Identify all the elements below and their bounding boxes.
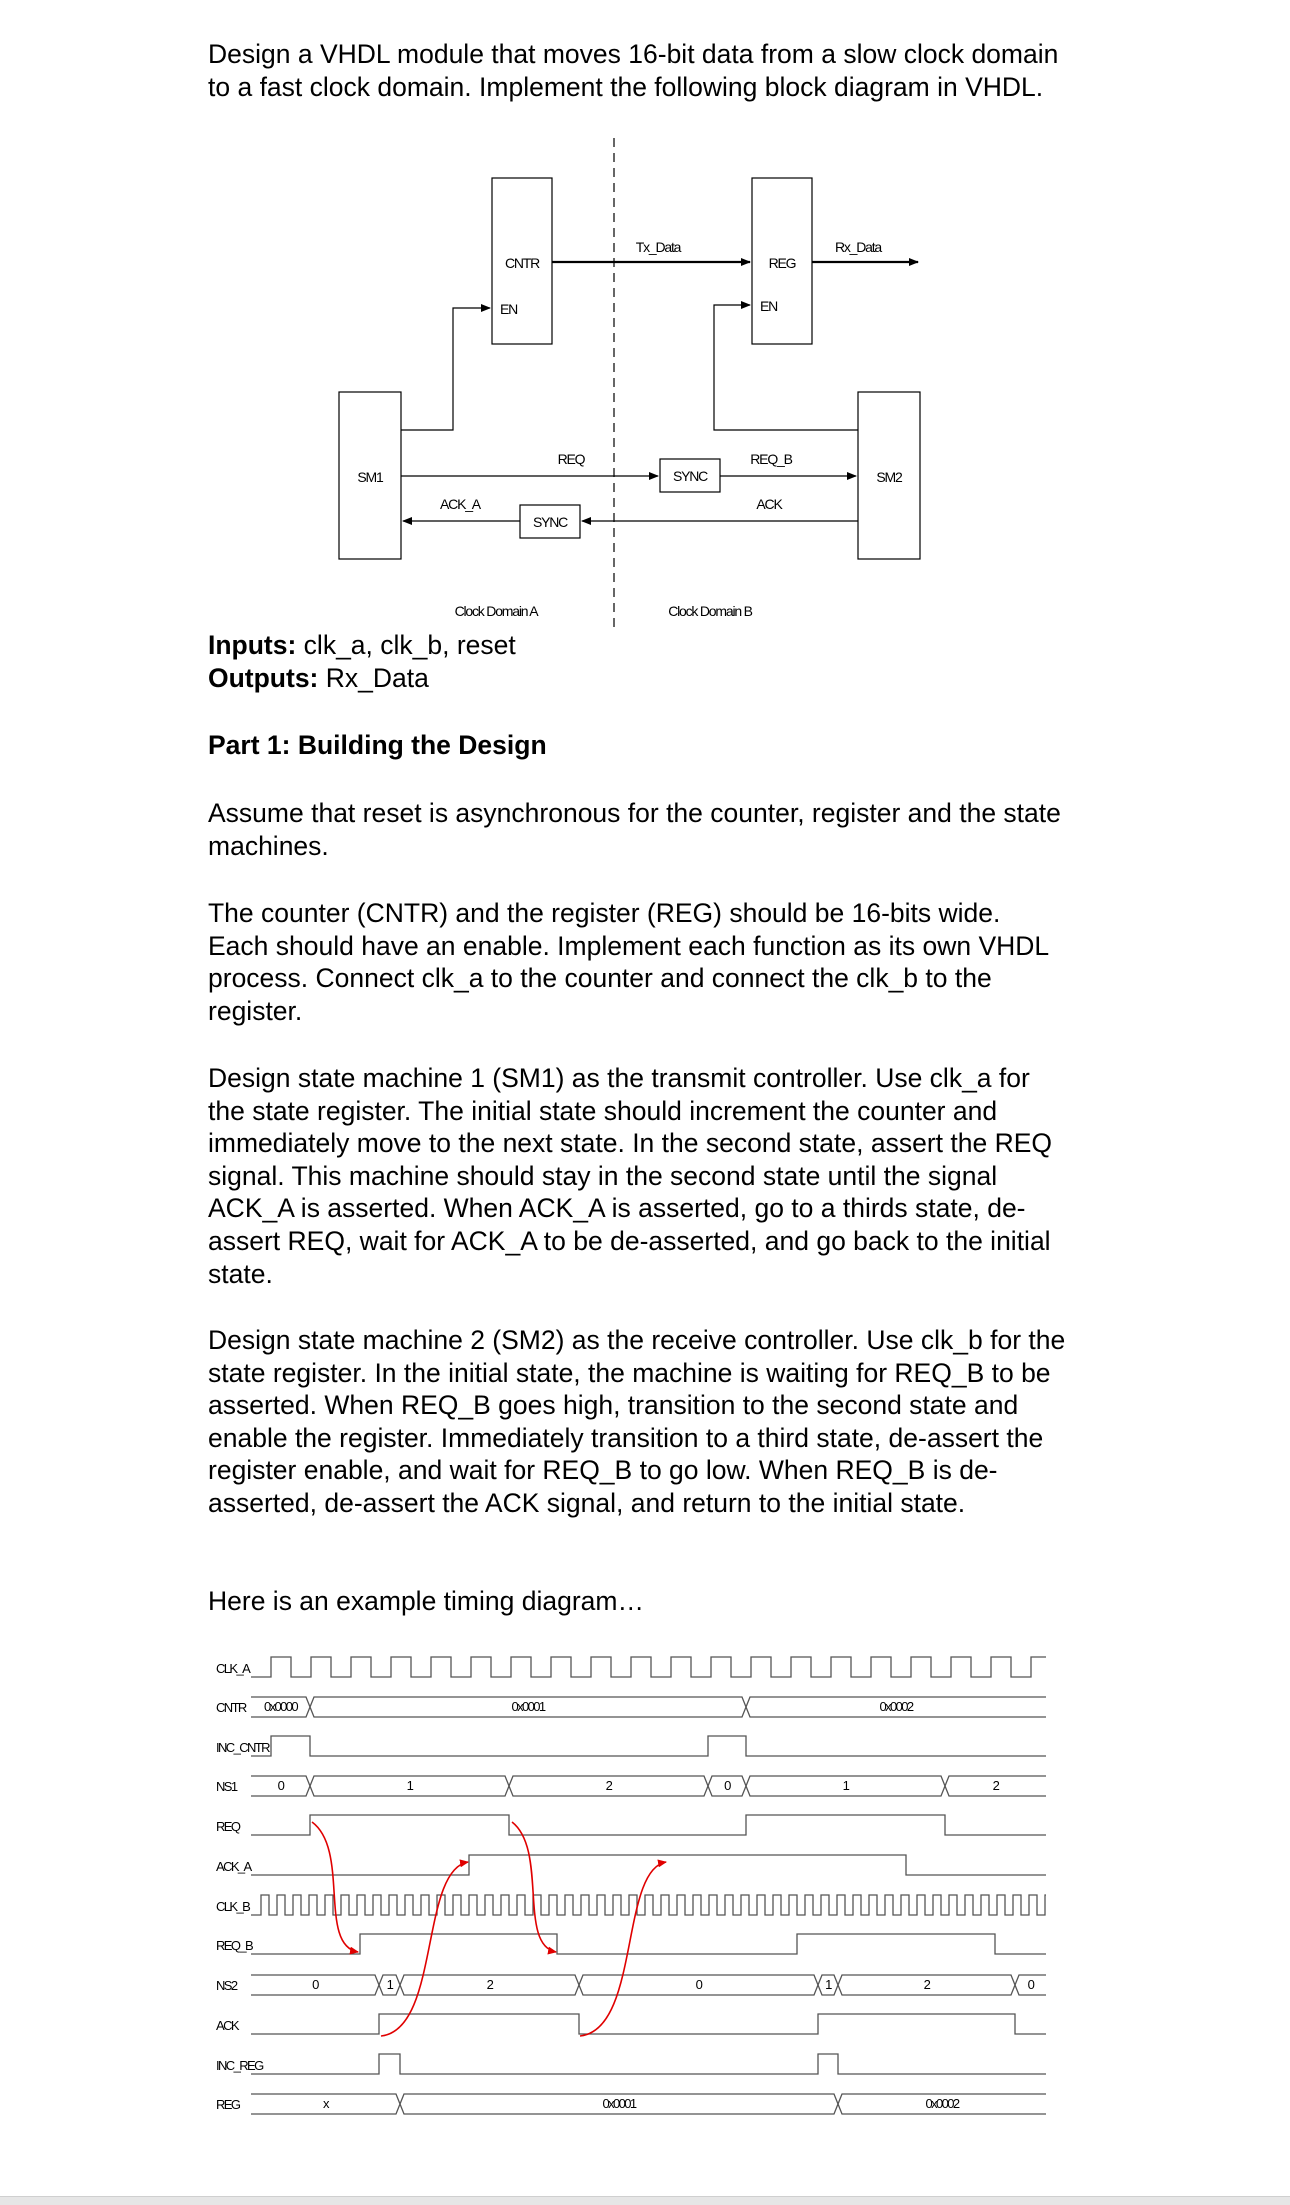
bus-value: 1 [825, 1977, 831, 1992]
timing-diagram [0, 1640, 1290, 2130]
sm1-label: SM1 [357, 469, 383, 485]
sync-top-label: SYNC [672, 468, 708, 484]
timing-label-ns2: NS2 [216, 1978, 237, 1993]
causality-arrow-4 [580, 1862, 666, 2036]
bus-value: 1 [386, 1977, 393, 1992]
req-b-wave [251, 1934, 1046, 1954]
timing-label-clk-a: CLK_A [216, 1661, 250, 1676]
bus-value: 0x0001 [602, 2096, 636, 2111]
req-wave [251, 1815, 1046, 1835]
bus-value: 2 [923, 1977, 930, 1992]
timing-label-ack: ACK [216, 2018, 238, 2033]
intro-paragraph: Design a VHDL module that moves 16-bit data from a slow clock domain to a fast clock domain. Implement the following block diagram in VHDL. [208, 39, 1059, 102]
timing-label-clk-b: CLK_B [216, 1899, 250, 1914]
timing-label-cntr: CNTR [216, 1700, 246, 1715]
bus-value: 2 [992, 1778, 999, 1793]
timing-label-ack-a: ACK_A [216, 1859, 251, 1874]
part1-heading: Part 1: Building the Design [208, 730, 547, 760]
bus-value: 0 [695, 1977, 702, 1992]
reg-bus [251, 2094, 1046, 2114]
reg-en-label: EN [760, 298, 778, 314]
inc-reg-wave [251, 2054, 1046, 2074]
outputs-value: Rx_Data [318, 663, 429, 693]
timing-label-inc-reg: INC_REG [216, 2058, 263, 2073]
bus-value: 0x0000 [263, 1699, 298, 1714]
clock-domain-a-label: Clock Domain A [454, 603, 538, 619]
inputs-value: clk_a, clk_b, reset [296, 630, 516, 660]
bus-value: 2 [605, 1778, 612, 1793]
causality-arrow-2 [381, 1862, 468, 2036]
clock-domain-b-label: Clock Domain B [668, 603, 752, 619]
bus-value: 0x0001 [511, 1699, 545, 1714]
sm2-label: SM2 [876, 469, 902, 485]
ack-a-wave [251, 1855, 1046, 1875]
sm2-paragraph: Design state machine 2 (SM2) as the receive controller. Use clk_b for the state register. In the initial state, the machine is waiting for REQ_B to be asserted. When REQ_B goes high, transition to the second state and enable the register. Immediately transition to a third state, de-assert the register enable, and wait for REQ_B to go low. When REQ_B is de-asserted, de-assert the ACK signal, and return to the initial state. [208, 1325, 1066, 1518]
cntr-bus [251, 1697, 1046, 1717]
outputs-line [208, 662, 1088, 695]
tx-data-label: Tx_Data [635, 239, 681, 255]
rx-data-label: Rx_Data [834, 239, 882, 255]
req-b-label: REQ_B [750, 451, 792, 467]
req-label: REQ [557, 451, 585, 467]
timing-label-req: REQ [216, 1819, 240, 1834]
reset-paragraph: Assume that reset is asynchronous for the counter, register and the state machines. [208, 798, 1061, 861]
bus-value: x [323, 2096, 328, 2111]
counter-paragraph: The counter (CNTR) and the register (REG) should be 16-bits wide. Each should have an enable. Implement each function as its own VHDL process. Connect clk_a to the counter and connect the clk_b to the register. [208, 898, 1049, 1026]
clk-a-wave [251, 1657, 1046, 1677]
bus-value: 2 [486, 1977, 493, 1992]
bus-value: 0x0002 [879, 1699, 913, 1714]
causality-arrow-3 [512, 1822, 556, 1952]
inputs-label: Inputs: [208, 630, 297, 660]
bus-value: 1 [842, 1778, 849, 1793]
block-diagram [0, 130, 1290, 635]
timing-label-req-b: REQ_B [216, 1938, 253, 1953]
timing-label-inc-cntr: INC_CNTR [216, 1740, 269, 1755]
bus-value: 0 [277, 1778, 284, 1793]
timing-intro-paragraph: Here is an example timing diagram… [208, 1586, 644, 1616]
inc-cntr-wave [251, 1736, 1046, 1756]
cntr-en-label: EN [500, 301, 518, 317]
timing-label-ns1: NS1 [216, 1779, 237, 1794]
bus-value: 0 [1027, 1977, 1034, 1992]
ack-a-label: ACK_A [440, 496, 480, 512]
bus-value: 0 [724, 1778, 730, 1793]
cntr-label: CNTR [504, 255, 540, 271]
sm1-paragraph: Design state machine 1 (SM1) as the transmit controller. Use clk_a for the state register. The initial state should increment the counter and immediately move to the next state. In the second state, assert the REQ signal. This machine should stay in the second state until the signal ACK_A is asserted. When ACK_A is asserted, go to a thirds state, de-assert REQ, wait for ACK_A to be de-asserted, and go back to the initial state. [208, 1063, 1053, 1289]
bus-value: 1 [406, 1778, 413, 1793]
sync-bottom-label: SYNC [532, 514, 568, 530]
ns1-bus [251, 1776, 1046, 1796]
clk-b-wave [251, 1895, 1046, 1915]
timing-label-reg: REG [216, 2097, 240, 2112]
bus-value: 0 [312, 1977, 318, 1992]
reg-label: REG [768, 255, 796, 271]
outputs-label: Outputs: [208, 663, 319, 693]
bus-value: 0x0002 [925, 2096, 959, 2111]
ack-label: ACK [756, 496, 782, 512]
inputs-line [208, 629, 1088, 662]
ack-wave [251, 2014, 1046, 2034]
causality-arrow-1 [312, 1822, 358, 1952]
ns2-bus [251, 1975, 1046, 1995]
